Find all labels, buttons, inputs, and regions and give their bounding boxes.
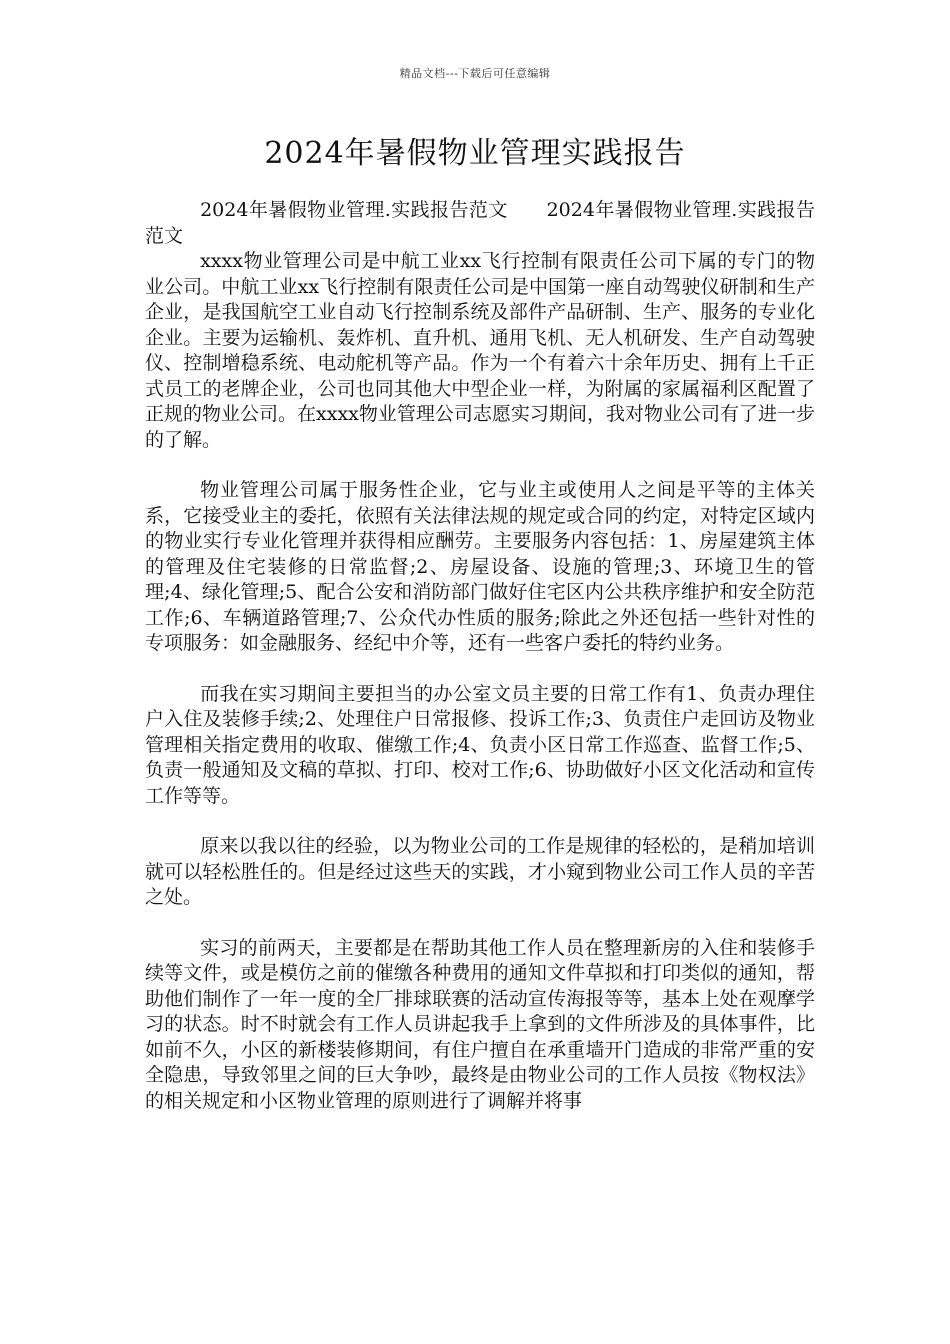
- document-body: [145, 198, 815, 1114]
- header-note: 精品文档---下载后可任意编辑: [399, 67, 551, 80]
- paragraph-experience: 原来以我以往的经验，以为物业公司的工作是规律的轻松的，是稍加培训就可以轻松胜任的。但是经过这些天的实践，才小窥到物业公司工作人员的辛苦之处。: [145, 835, 815, 908]
- document-title: 2024年暑假物业管理实践报告: [264, 136, 686, 171]
- paragraph-first-days: 实习的前两天，主要都是在帮助其他工作人员在整理新房的入住和装修手续等文件，或是模仿之前的催缴各种费用的通知文件草拟和打印类似的通知，帮助他们制作了一年一度的全厂排球联赛的活动宣传海报等等，基本上处在观摩学习的状态。时不时就会有工作人员讲起我手上拿到的文件所涉及的具体事件，比如前不久，小区的新楼装修期间，有住户擅自在承重墙开门造成的非常严重的安全隐患，导致邻里之间的巨大争吵，最终是由物业公司的工作人员按《物权法》的相关规定和小区物业管理的原则进行了调解并将事: [145, 936, 815, 1112]
- paragraph-company-intro: xxxx物业管理公司是中航工业xx飞行控制有限责任公司下属的专门的物业公司。中航工业xx飞行控制有限责任公司是中国第一座自动驾驶仪研制和生产企业，是我国航空工业自动飞行控制系统及部件产品研制、生产、服务的专业化企业。主要为运输机、轰炸机、直升机、通用飞机、无人机研发、生产自动驾驶仪、控制增稳系统、电动舵机等产品。作为一个有着六十余年历史、拥有上千正式员工的老牌企业，公司也同其他大中型企业一样，为附属的家属福利区配置了正规的物业公司。在xxxx物业管理公司志愿实习期间，我对物业公司有了进一步的了解。: [145, 250, 815, 451]
- paragraph-subtitle: 2024年暑假物业管理.实践报告范文 2024年暑假物业管理.实践报告范文: [145, 199, 815, 247]
- paragraph-daily-duties: 而我在实习期间主要担当的办公室文员主要的日常工作有1、负责办理住户入住及装修手续;2、处理住户日常报修、投诉工作;3、负责住户走回访及物业管理相关指定费用的收取、催缴工作;4、负责小区日常工作巡查、监督工作;5、负责一般通知及文稿的草拟、打印、校对工作;6、协助做好小区文化活动和宣传工作等等。: [145, 682, 815, 807]
- paragraph-service-scope: 物业管理公司属于服务性企业，它与业主或使用人之间是平等的主体关系，它接受业主的委托，依照有关法律法规的规定或合同的约定，对特定区域内的物业实行专业化管理并获得相应酬劳。主要服务内容包括：1、房屋建筑主体的管理及住宅装修的日常监督;2、房屋设备、设施的管理;3、环境卫生的管理;4、绿化管理;5、配合公安和消防部门做好住宅区内公共秩序维护和安全防范工作;6、车辆道路管理;7、公众代办性质的服务;除此之外还包括一些针对性的专项服务：如金融服务、经纪中介等，还有一些客户委托的特约业务。: [145, 479, 815, 654]
